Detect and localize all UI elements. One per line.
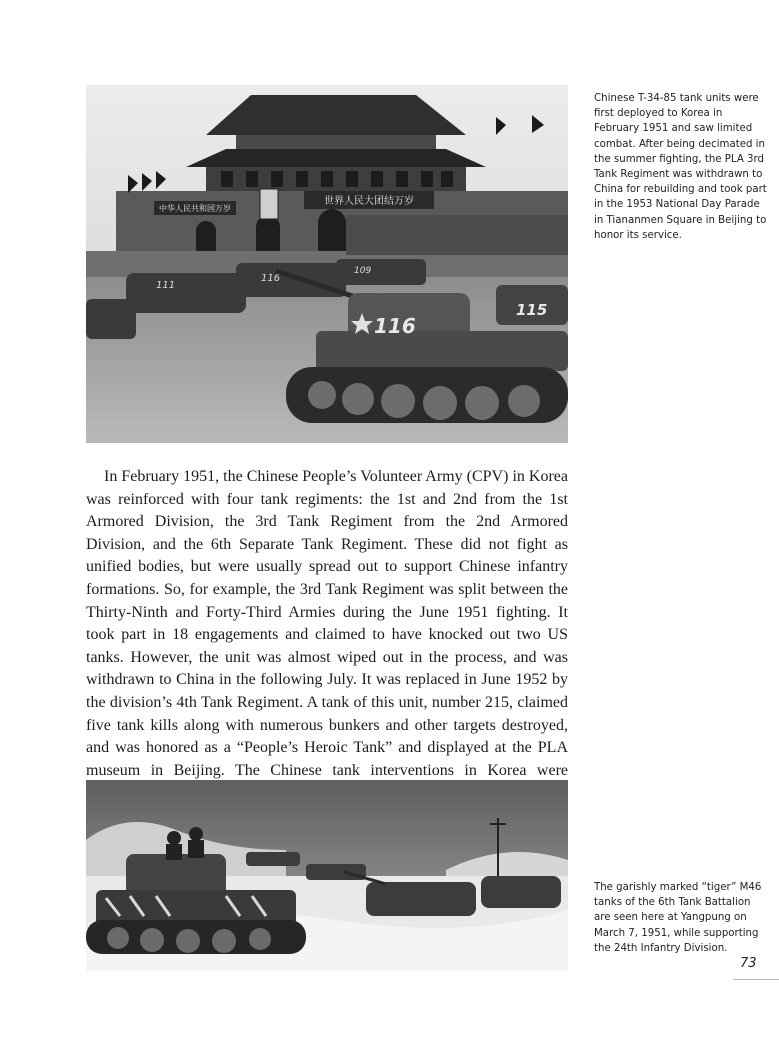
tank-number-right: 115 bbox=[516, 301, 548, 319]
banner-right-text: 世界人民大团结万岁 bbox=[324, 196, 414, 207]
tank-number-main: 116 bbox=[374, 314, 416, 338]
page-rule bbox=[733, 979, 779, 980]
banner-left-text: 中华人民共和国万岁 bbox=[159, 204, 231, 213]
page-number: 73 bbox=[740, 956, 757, 971]
caption-top: Chinese T-34-85 tank units were first deployed to Korea in February 1951 and saw limited combat. After being decimated in the summer fighting, the PLA 3rd Tank Regiment was withdrawn to China for rebuilding and took part in the 1953 National Day Parade in Tiananmen Square in Beijing to honor its service. bbox=[594, 93, 767, 241]
tiger-tanks-photo bbox=[86, 780, 568, 971]
caption-bottom: The garishly marked “tiger” M46 tanks of the 6th Tank Battalion are seen here at Yangpung on March 7, 1951, while supporting the 24th Infantry Division. bbox=[594, 882, 762, 954]
body-paragraph: In February 1951, the Chinese People’s Volunteer Army (CPV) in Korea was reinforced with four tank regiments: the 1st and 2nd from the 1st Armored Division, the 3rd Tank Regiment from the 2nd Armored Division, and the 6th Separate Tank Regiment. These did not fight as unified bodies, but were usually spread out to support Chinese infantry formations. So, for example, the 3rd Tank Regiment was split between the Thirty-Ninth and Forty-Third Armies during the June 1951 fighting. It took part in 18 engagements and claimed to have knocked out two US tanks. However, the unit was almost wiped out in the process, and was withdrawn to China in the following July. It was replaced in June 1952 by the division’s 4th Tank Regiment. A tank of this unit, number 215, claimed five tank kills along with numerous bunkers and other targets destroyed, and was honored as a “People’s Heroic Tank” and displayed at the PLA museum in Beijing. The Chinese tank interventions in Korea were bbox=[86, 468, 568, 779]
tank-number-rear: 109 bbox=[354, 266, 372, 276]
tank-number-far-left: 111 bbox=[156, 280, 176, 291]
tank-number-left: 116 bbox=[261, 273, 281, 284]
tank-right bbox=[496, 285, 568, 325]
parade-photo bbox=[86, 85, 568, 443]
